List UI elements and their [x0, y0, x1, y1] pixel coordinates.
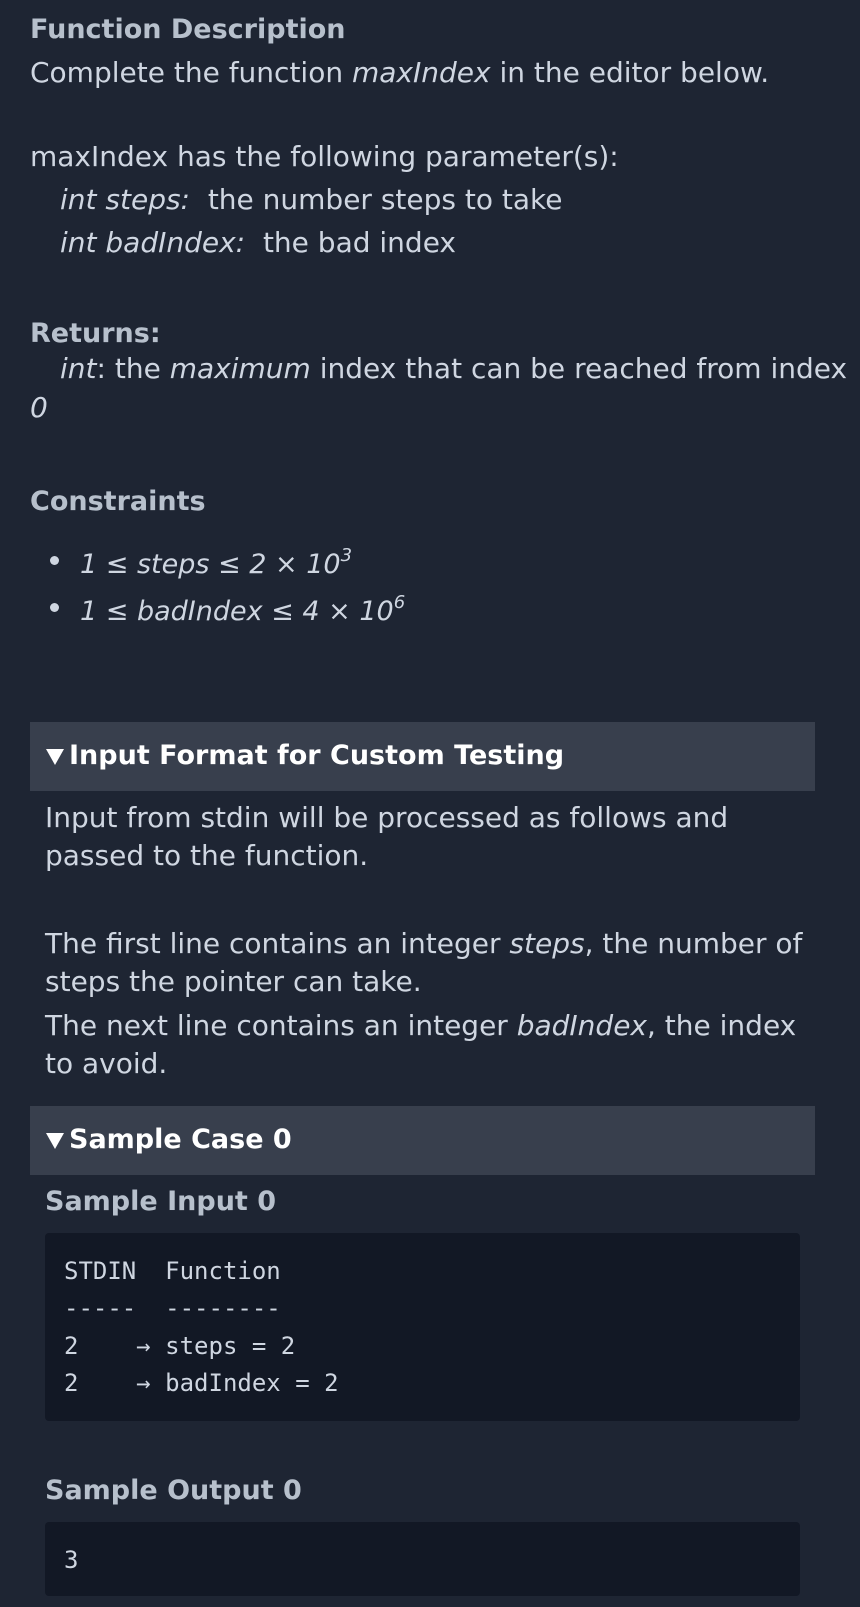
- p2-variable: steps: [509, 927, 585, 960]
- input-format-toggle[interactable]: [30, 722, 815, 791]
- parameter-item-badindex: [60, 224, 456, 262]
- code-line: ----- --------: [64, 1294, 281, 1322]
- input-format-title: Input Format for Custom Testing: [69, 740, 565, 771]
- constraint-exponent: 3: [340, 545, 353, 566]
- code-line: 2 → badIndex = 2: [64, 1369, 339, 1397]
- bullet-icon: [50, 603, 59, 612]
- parameter-name: int badIndex:: [60, 226, 246, 259]
- returns-emphasis: maximum: [169, 352, 311, 385]
- p2-text-a: The first line contains an integer: [45, 927, 510, 960]
- sample-case-title: Sample Case 0: [69, 1124, 292, 1155]
- p3-text-a: The next line contains an integer: [45, 1009, 517, 1042]
- constraint-base: 1 ≤ steps ≤ 2 × 10: [80, 549, 341, 580]
- constraints-heading: Constraints: [30, 486, 206, 517]
- sample-output-code: [45, 1522, 800, 1596]
- constraint-item: [80, 545, 352, 580]
- sample-case-toggle[interactable]: [30, 1106, 815, 1175]
- p3-text-b: , the index to avoid.: [45, 1009, 797, 1080]
- description-suffix: in the editor below.: [490, 56, 770, 89]
- code-line: STDIN Function: [64, 1257, 281, 1285]
- input-format-p1: Input from stdin will be processed as follows and passed to the function.: [45, 801, 729, 872]
- input-format-p2: [45, 925, 805, 1001]
- input-format-p3: [45, 1007, 805, 1083]
- constraint-exponent: 6: [393, 592, 406, 613]
- constraint-item: [80, 592, 405, 627]
- returns-text-a: : the: [96, 352, 170, 385]
- sample-input-code: [45, 1233, 800, 1421]
- code-line: 2 → steps = 2: [64, 1332, 296, 1360]
- returns-text-b: index that can be reached from index: [310, 352, 848, 385]
- function-description-line: [30, 54, 769, 92]
- sample-output-heading: Sample Output 0: [45, 1475, 302, 1506]
- parameter-item-steps: [60, 181, 563, 219]
- parameter-desc: the bad index: [262, 226, 456, 259]
- parameters-intro: maxIndex has the following parameter(s):: [30, 140, 619, 173]
- triangle-down-icon: [46, 1133, 64, 1149]
- function-description-heading: Function Description: [30, 14, 346, 45]
- constraint-base: 1 ≤ badIndex ≤ 4 × 10: [80, 596, 394, 627]
- parameter-desc: the number steps to take: [207, 183, 563, 216]
- triangle-down-icon: [46, 749, 64, 765]
- returns-line: [60, 350, 847, 388]
- p2-text-b: , the number of steps the pointer can take.: [45, 927, 803, 998]
- p3-variable: badIndex: [516, 1009, 647, 1042]
- function-name: maxIndex: [351, 56, 491, 89]
- sample-input-heading: Sample Input 0: [45, 1186, 277, 1217]
- bullet-icon: [50, 556, 59, 565]
- returns-type: int: [60, 352, 97, 385]
- description-prefix: Complete the function: [30, 56, 352, 89]
- code-line: 3: [64, 1546, 79, 1574]
- returns-heading: Returns:: [30, 318, 161, 349]
- parameter-name: int steps:: [60, 183, 190, 216]
- returns-zero: 0: [30, 391, 48, 424]
